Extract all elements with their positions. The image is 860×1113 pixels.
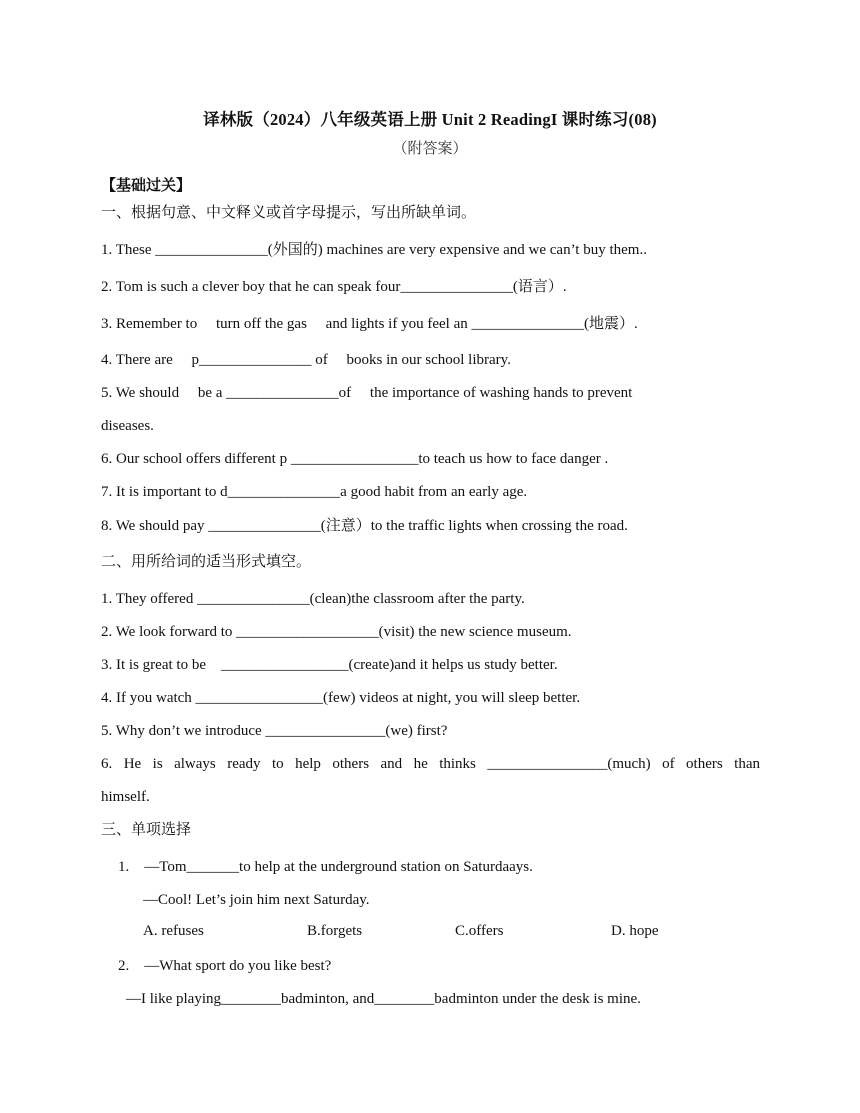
exercise-line: 3. It is great to be _________________(create)and it helps us study better. — [101, 657, 558, 673]
exercise-line: himself. — [101, 789, 150, 805]
option-b: B.forgets — [307, 923, 363, 939]
exercise-line: 3. Remember to turn off the gas and lights if you feel an _______________(地震）. — [101, 316, 638, 332]
section-basic-heading: 【基础过关】 — [101, 178, 192, 194]
exercise-line: 4. If you watch _________________(few) videos at night, you will sleep better. — [101, 690, 581, 706]
question-1-line: 1. —Tom_______to help at the underground station on Saturdaays. — [118, 859, 533, 875]
question-1-reply: —Cool! Let’s join him next Saturday. — [143, 892, 370, 908]
option-a: A. refuses — [143, 923, 204, 939]
exercise-line: 5. We should be a _______________of the importance of washing hands to prevent — [101, 385, 633, 401]
option-c: C.offers — [455, 923, 504, 939]
exercise-line: 6. He is always ready to help others and he thinks ________________(much) of others than — [101, 756, 760, 772]
option-d: D. hope — [611, 923, 659, 939]
exercise-line: 2. We look forward to ___________________(visit) the new science museum. — [101, 624, 572, 640]
exercise-line: 5. Why don’t we introduce ________________(we) first? — [101, 723, 448, 739]
page-title: 译林版（2024）八年级英语上册 Unit 2 ReadingI 课时练习(08) — [203, 110, 657, 129]
question-2-reply: —I like playing________badminton, and________badminton under the desk is mine. — [126, 991, 641, 1007]
exercise-line: diseases. — [101, 418, 154, 434]
part2-heading: 二、用所给词的适当形式填空。 — [101, 554, 312, 570]
exercise-line: 1. They offered _______________(clean)the classroom after the party. — [101, 591, 525, 607]
exercise-line: 8. We should pay _______________(注意）to the traffic lights when crossing the road. — [101, 518, 628, 534]
exercise-line: 7. It is important to d_______________a good habit from an early age. — [101, 484, 528, 500]
exercise-line: 4. There are p_______________ of books in our school library. — [101, 352, 511, 368]
question-2-line: 2. —What sport do you like best? — [118, 958, 332, 974]
page-subtitle: （附答案） — [392, 141, 468, 157]
exercise-line: 1. These _______________(外国的) machines are very expensive and we can’t buy them.. — [101, 242, 647, 258]
part3-heading: 三、单项选择 — [101, 822, 192, 838]
exercise-line: 6. Our school offers different p _________________to teach us how to face danger . — [101, 451, 609, 467]
exercise-line: 2. Tom is such a clever boy that he can speak four_______________(语言）. — [101, 279, 567, 295]
part1-heading: 一、根据句意、中文释义或首字母提示，写出所缺单词。 — [101, 205, 477, 221]
